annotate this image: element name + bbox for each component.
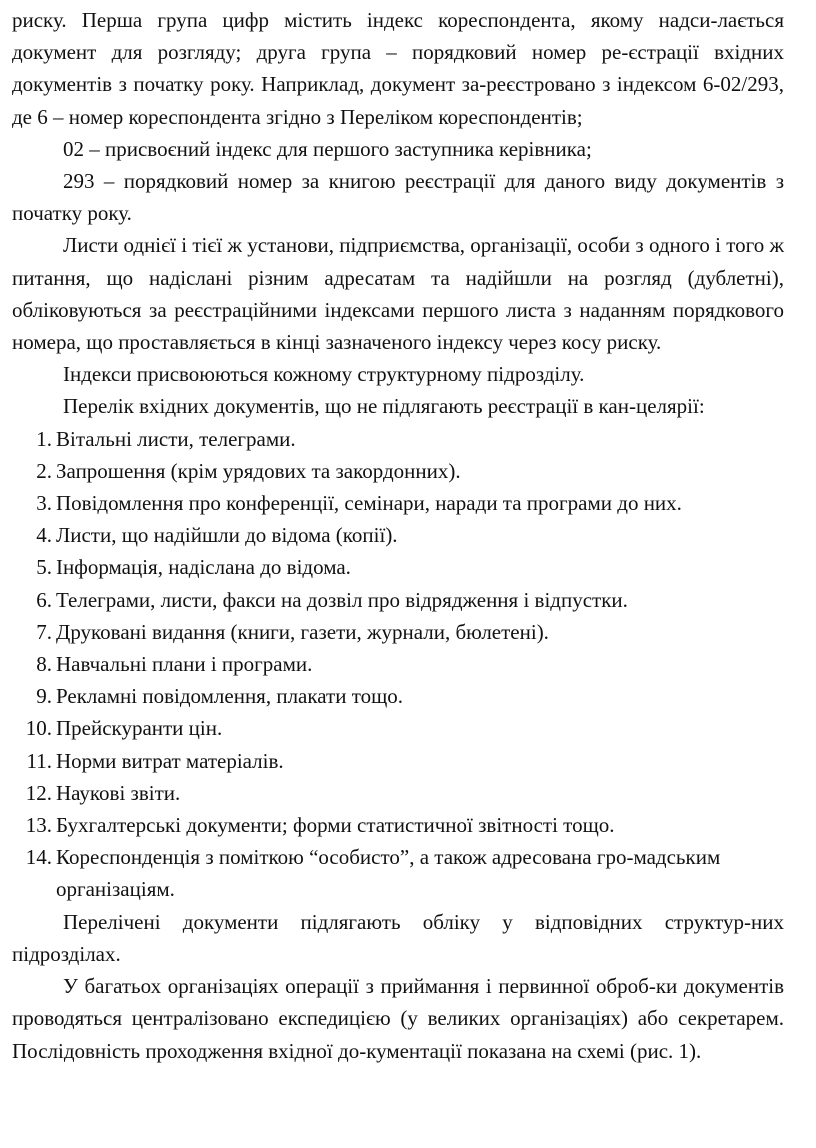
list-item-number: 8. [36,652,52,677]
list-item-text: Наукові звіти. [56,780,181,805]
list-item-text: Кореспонденція з поміткою “особисто”, а також адресована гро-мадським організаціям. [56,845,721,902]
list-item [12,648,784,680]
list-item [12,551,784,583]
document-page [12,4,784,1067]
list-item [12,455,784,487]
list-item [12,519,784,551]
paragraph-duplicate-letters: Листи однієї і тієї ж установи, підприємства, організації, особи з одного і того ж питання, що надіслані різним адресатам та надійшли на розгляд (дублетні), обліковуються за реєстраційними індексами першого листа з наданням порядкового номера, що проставляється в кінці зазначеного індексу через косу риску. [12,233,784,355]
list-item [12,777,784,809]
list-item-number: 10. [25,716,52,741]
unregistered-documents-list [12,423,784,906]
list-item [12,584,784,616]
list-item-number: 11. [26,748,52,773]
list-item [12,712,784,744]
list-item-number: 14. [25,845,52,870]
paragraph-indexes-assigned: Індекси присвоюються кожному структурному підрозділу. [63,362,585,387]
paragraph-processing-operations: У багатьох організаціях операції з приймання і первинної оброб-ки документів проводяться централізовано експедицією (у великих організаціях) або секретарем. Послідовність проходження вхідної до-кументації показана на схемі (рис. 1). [12,974,784,1063]
list-item-text: Рекламні повідомлення, плакати тощо. [56,684,404,709]
list-item-number: 1. [36,426,52,451]
list-item-number: 6. [36,587,52,612]
list-item-text: Повідомлення про конференції, семінари, наради та програми до них. [56,491,682,516]
list-item-text: Вітальні листи, телеграми. [56,426,296,451]
list-item-number: 12. [25,780,52,805]
list-item-text: Друковані видання (книги, газети, журнали, бюлетені). [56,619,549,644]
list-item-text: Навчальні плани і програми. [56,652,313,677]
list-item [12,680,784,712]
list-item-number: 3. [36,491,52,516]
list-item [12,841,784,905]
list-item-number: 4. [36,523,52,548]
paragraph-index-02: 02 – присвоєний індекс для першого заступника керівника; [63,136,592,161]
paragraph-registration-index: риску. Перша група цифр містить індекс кореспондента, якому надси-лається документ для розгляду; друга група – порядковий номер ре-єстрації вхідних документів з початку року. Наприклад, документ за-реєстровано з індексом 6-02/293, де 6 – номер кореспондента згідно з Переліком кореспондентів; [12,8,784,129]
list-item [12,487,784,519]
list-item-number: 5. [36,555,52,580]
list-item-text: Запрошення (крім урядових та закордонних). [56,458,461,483]
list-item-number: 13. [25,813,52,838]
list-item-text: Норми витрат матеріалів. [56,748,284,773]
list-item [12,423,784,455]
list-item-text: Прейскуранти цін. [56,716,223,741]
paragraph-index-293: 293 – порядковий номер за книгою реєстрації для даного виду документів з початку року. [12,169,784,226]
list-item-number: 7. [36,619,52,644]
list-item [12,616,784,648]
paragraph-listed-documents: Перелічені документи підлягають обліку у відповідних структур-них підрозділах. [12,909,784,966]
paragraph-list-intro: Перелік вхідних документів, що не підлягають реєстрації в кан-целярії: [63,394,705,419]
list-item [12,809,784,841]
list-item-text: Інформація, надіслана до відома. [56,555,351,580]
list-item-number: 9. [36,684,52,709]
list-item-text: Бухгалтерські документи; форми статистичної звітності тощо. [56,813,615,838]
list-item [12,745,784,777]
list-item-number: 2. [36,458,52,483]
list-item-text: Листи, що надійшли до відома (копії). [56,523,398,548]
list-item-text: Телеграми, листи, факси на дозвіл про відрядження і відпустки. [56,587,628,612]
